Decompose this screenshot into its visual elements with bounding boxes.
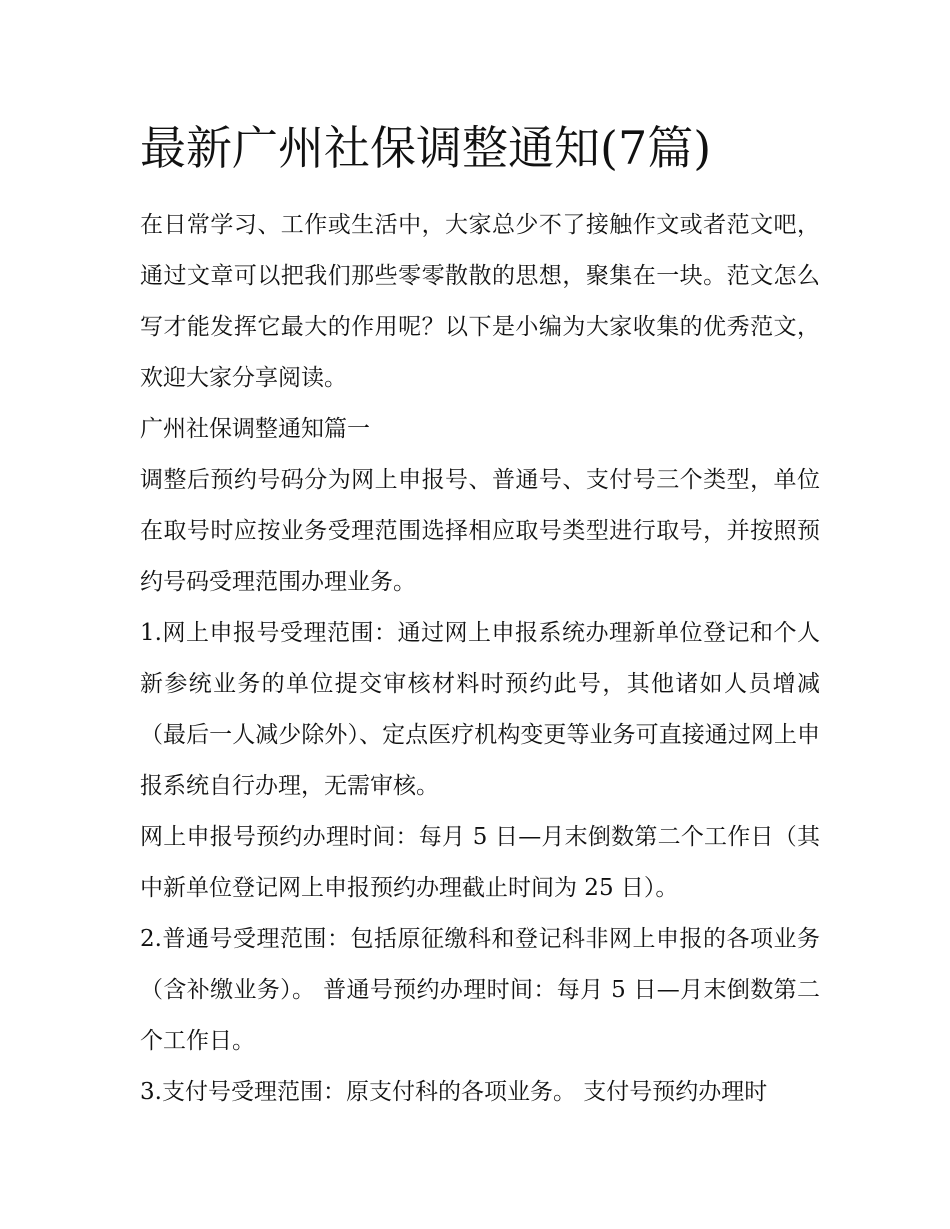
section-heading: 广州社保调整通知篇一 (140, 416, 370, 442)
body-paragraph: 网上申报号预约办理时间：每月 5 日—月末倒数第二个工作日（其中新单位登记网上申报预约办理截止时间为 25 日）。 (140, 824, 820, 901)
list-item-1: 1.网上申报号受理范围：通过网上申报系统办理新单位登记和个人新参统业务的单位提交审核材料时预约此号，其他诸如人员增减（最后一人减少除外）、定点医疗机构变更等业务可直接通过网上申报系统自行办理，无需审核。 (140, 620, 820, 799)
document-page (140, 118, 820, 1118)
document-title: 最新广州社保调整通知(7篇) (140, 121, 712, 175)
intro-paragraph: 在日常学习、工作或生活中，大家总少不了接触作文或者范文吧，通过文章可以把我们那些零零散散的思想，聚集在一块。范文怎么写才能发挥它最大的作用呢？以下是小编为大家收集的优秀范文，欢迎大家分享阅读。 (140, 212, 820, 391)
list-item-2: 2.普通号受理范围：包括原征缴科和登记科非网上申报的各项业务（含补缴业务）。 普通号预约办理时间：每月 5 日—月末倒数第二个工作日。 (140, 926, 820, 1054)
list-item-3: 3.支付号受理范围：原支付科的各项业务。 支付号预约办理时 (140, 1079, 768, 1105)
body-paragraph: 调整后预约号码分为网上申报号、普通号、支付号三个类型，单位在取号时应按业务受理范围选择相应取号类型进行取号，并按照预约号码受理范围办理业务。 (140, 467, 820, 595)
